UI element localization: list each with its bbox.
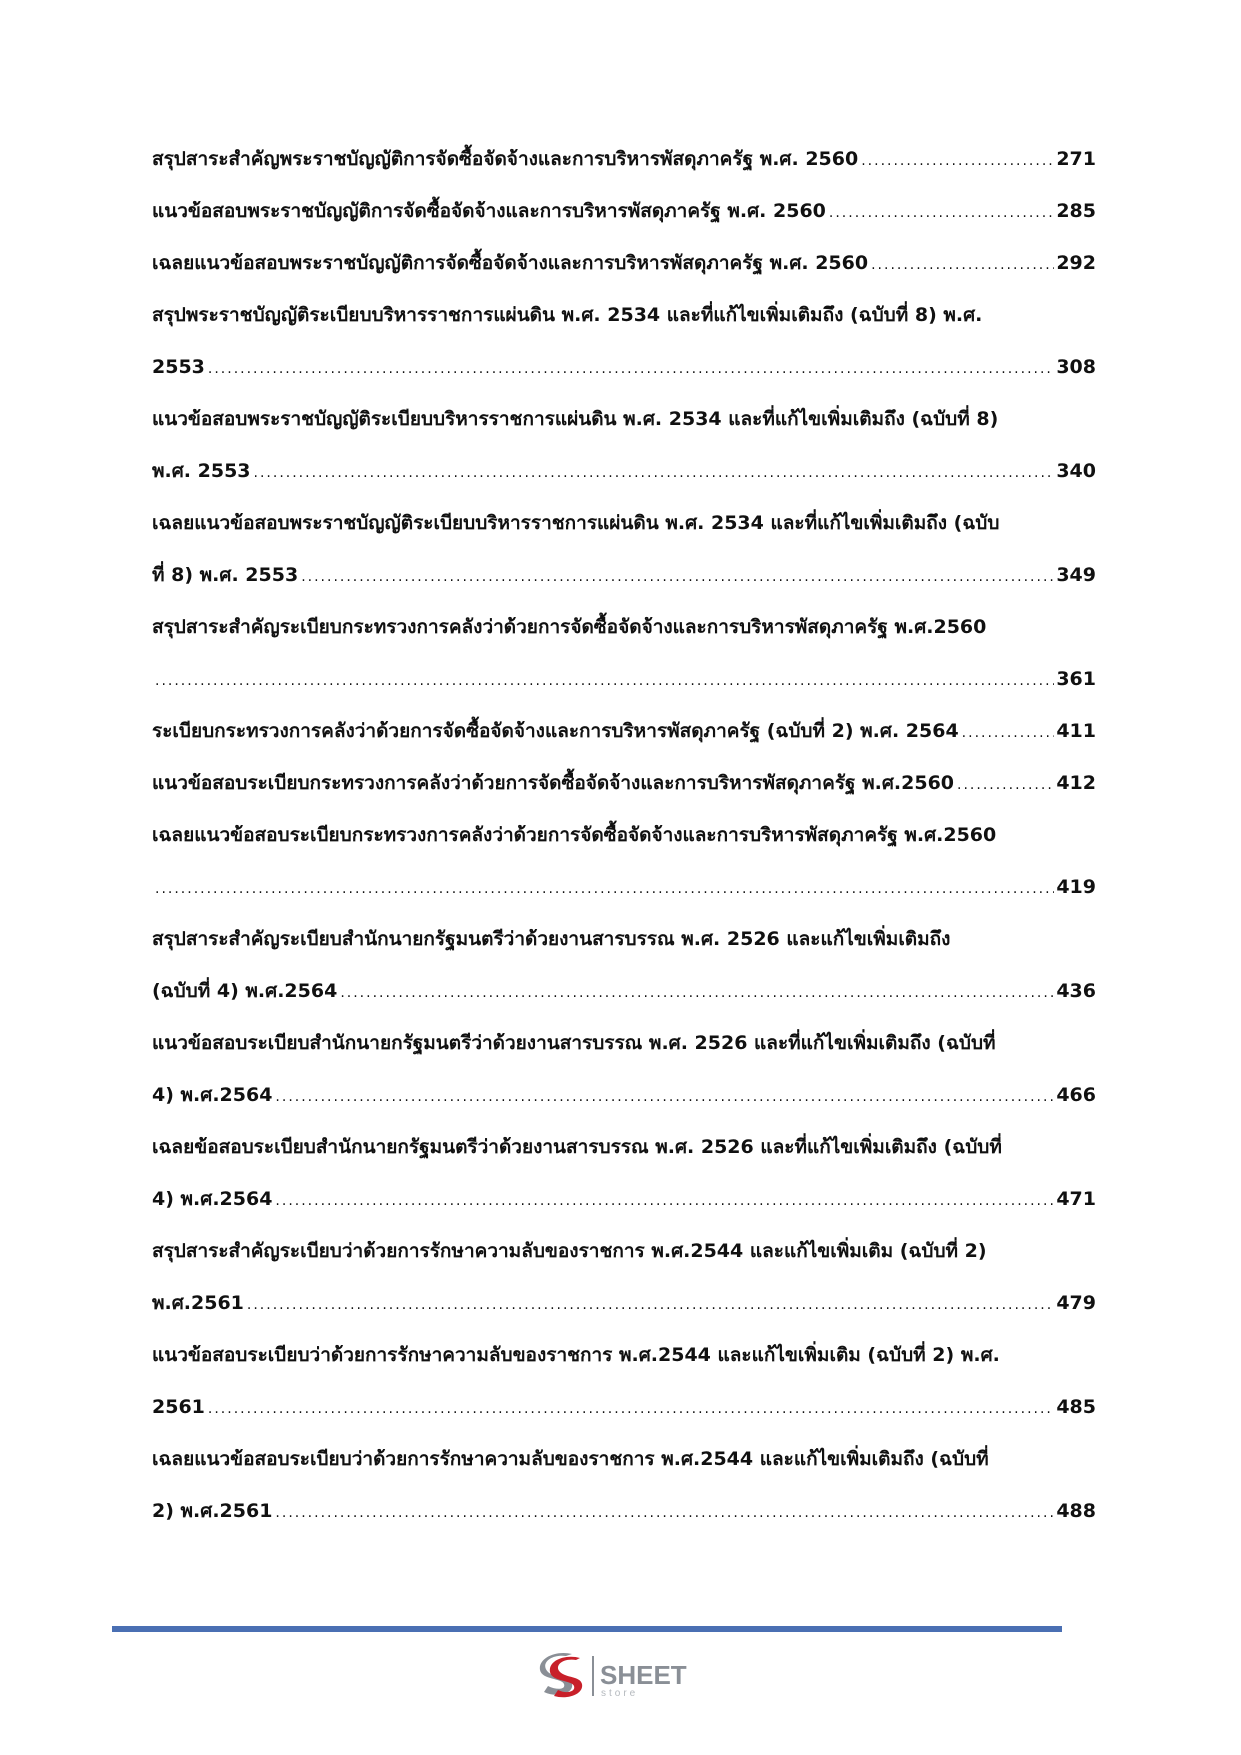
toc-dot-leader (208, 1396, 1054, 1423)
toc-entry-title: แนวข้อสอบระเบียบกระทรวงการคลังว่าด้วยการจัดซื้อจัดจ้างและการบริหารพัสดุภาครัฐ พ.ศ.2560 (152, 772, 955, 794)
toc-entry-line (152, 822, 1096, 849)
toc-entry-line (152, 614, 1096, 641)
toc-entry-title: เฉลยแนวข้อสอบระเบียบว่าด้วยการรักษาความลับของราชการ พ.ศ.2544 และแก้ไขเพิ่มเติมถึง (ฉบับที่ (152, 1448, 989, 1470)
toc-entry-line (152, 1238, 1096, 1265)
toc-page-number: 285 (1056, 200, 1096, 222)
toc-entry-title: เฉลยแนวข้อสอบระเบียบกระทรวงการคลังว่าด้วยการจัดซื้อจัดจ้างและการบริหารพัสดุภาครัฐ พ.ศ.2560 (152, 824, 997, 846)
toc-entry-title: แนวข้อสอบพระราชบัญญัติการจัดซื้อจัดจ้างและการบริหารพัสดุภาครัฐ พ.ศ. 2560 (152, 200, 826, 222)
toc-dot-leader (340, 980, 1054, 1007)
toc-entry-title: แนวข้อสอบพระราชบัญญัติระเบียบบริหารราชการแผ่นดิน พ.ศ. 2534 และที่แก้ไขเพิ่มเติมถึง (ฉบับที่ 8) (152, 408, 999, 430)
toc-entry-line (152, 926, 1096, 953)
toc-entry-line (152, 146, 1096, 173)
toc-entry[interactable] (152, 614, 1096, 693)
toc-entry-line (152, 1498, 1096, 1525)
toc-entry-title: สรุปพระราชบัญญัติระเบียบบริหารราชการแผ่นดิน พ.ศ. 2534 และที่แก้ไขเพิ่มเติมถึง (ฉบับที่ 8) พ.ศ. (152, 304, 983, 326)
toc-dot-leader (155, 668, 1054, 695)
toc-entry[interactable] (152, 822, 1096, 901)
toc-dot-leader (962, 720, 1055, 747)
logo-text: SHEET (600, 1660, 687, 1690)
toc-entry-title: สรุปสาระสำคัญระเบียบสำนักนายกรัฐมนตรีว่าด้วยงานสารบรรณ พ.ศ. 2526 และแก้ไขเพิ่มเติมถึง (152, 928, 951, 950)
toc-entry-title: 2553 (152, 356, 205, 378)
toc-entry-title: สรุปสาระสำคัญพระราชบัญญัติการจัดซื้อจัดจ้างและการบริหารพัสดุภาครัฐ พ.ศ. 2560 (152, 148, 859, 170)
toc-page-number: 411 (1056, 720, 1096, 742)
toc-entry[interactable] (152, 926, 1096, 1005)
toc-entry[interactable] (152, 1030, 1096, 1109)
toc-entry-line (152, 1342, 1096, 1369)
toc-entry-line (152, 458, 1096, 485)
toc-dot-leader (871, 252, 1054, 279)
toc-dot-leader (254, 460, 1055, 487)
table-of-contents (152, 146, 1096, 1525)
toc-entry-title: เฉลยแนวข้อสอบพระราชบัญญัติการจัดซื้อจัดจ้างและการบริหารพัสดุภาครัฐ พ.ศ. 2560 (152, 252, 869, 274)
toc-entry[interactable] (152, 250, 1096, 277)
toc-entry-title: พ.ศ. 2553 (152, 460, 251, 482)
logo-separator (592, 1656, 594, 1696)
toc-entry-title: สรุปสาระสำคัญระเบียบว่าด้วยการรักษาความลับของราชการ พ.ศ.2544 และแก้ไขเพิ่มเติม (ฉบับที่ 2) (152, 1240, 987, 1262)
toc-page-number: 361 (1056, 668, 1096, 690)
toc-entry-title: (ฉบับที่ 4) พ.ศ.2564 (152, 980, 338, 1002)
toc-entry-title: พ.ศ.2561 (152, 1292, 244, 1314)
toc-dot-leader (155, 876, 1054, 903)
toc-entry[interactable] (152, 770, 1096, 797)
toc-page-number: 340 (1056, 460, 1096, 482)
toc-page-number: 349 (1056, 564, 1096, 586)
toc-entry[interactable] (152, 1342, 1096, 1421)
toc-entry-title: 2) พ.ศ.2561 (152, 1500, 273, 1522)
footer-divider (112, 1626, 1062, 1632)
toc-entry[interactable] (152, 406, 1096, 485)
toc-page-number: 488 (1056, 1500, 1096, 1522)
toc-entry[interactable] (152, 510, 1096, 589)
toc-dot-leader (208, 356, 1054, 383)
toc-entry[interactable] (152, 302, 1096, 381)
toc-entry-line (152, 302, 1096, 329)
toc-entry-line (152, 1134, 1096, 1161)
toc-entry-title: 4) พ.ศ.2564 (152, 1188, 273, 1210)
toc-entry-title: 2561 (152, 1396, 205, 1418)
toc-entry-line (152, 718, 1096, 745)
toc-page-number: 471 (1056, 1188, 1096, 1210)
toc-entry-line (152, 1186, 1096, 1213)
toc-entry-line (152, 562, 1096, 589)
toc-entry-line (152, 1082, 1096, 1109)
toc-entry-title: ที่ 8) พ.ศ. 2553 (152, 564, 299, 586)
toc-entry-line (152, 1290, 1096, 1317)
toc-entry[interactable] (152, 1446, 1096, 1525)
toc-page-number: 292 (1056, 252, 1096, 274)
toc-page-number: 466 (1056, 1084, 1096, 1106)
toc-entry-title: แนวข้อสอบระเบียบว่าด้วยการรักษาความลับของราชการ พ.ศ.2544 และแก้ไขเพิ่มเติม (ฉบับที่ 2) พ.ศ. (152, 1344, 1000, 1366)
toc-entry-line (152, 978, 1096, 1005)
toc-dot-leader (861, 148, 1054, 175)
toc-entry[interactable] (152, 1238, 1096, 1317)
toc-dot-leader (301, 564, 1054, 591)
toc-dot-leader (829, 200, 1054, 227)
toc-entry-title: แนวข้อสอบระเบียบสำนักนายกรัฐมนตรีว่าด้วยงานสารบรรณ พ.ศ. 2526 และที่แก้ไขเพิ่มเติมถึง (ฉบับที่ (152, 1032, 996, 1054)
toc-dot-leader (275, 1188, 1054, 1215)
toc-entry-line (152, 354, 1096, 381)
toc-entry-title: ระเบียบกระทรวงการคลังว่าด้วยการจัดซื้อจัดจ้างและการบริหารพัสดุภาครัฐ (ฉบับที่ 2) พ.ศ. 2564 (152, 720, 959, 742)
toc-entry-title: เฉลยข้อสอบระเบียบสำนักนายกรัฐมนตรีว่าด้วยงานสารบรรณ พ.ศ. 2526 และที่แก้ไขเพิ่มเติมถึง (ฉบับที่ (152, 1136, 1002, 1158)
toc-dot-leader (247, 1292, 1054, 1319)
toc-entry-line (152, 1394, 1096, 1421)
toc-entry-title: เฉลยแนวข้อสอบพระราชบัญญัติระเบียบบริหารราชการแผ่นดิน พ.ศ. 2534 และที่แก้ไขเพิ่มเติมถึง (ฉบับ (152, 512, 1000, 534)
toc-entry-line (152, 1030, 1096, 1057)
sheet-store-s-icon (540, 1653, 582, 1697)
toc-dot-leader (957, 772, 1054, 799)
toc-entry[interactable] (152, 198, 1096, 225)
toc-entry-title: 4) พ.ศ.2564 (152, 1084, 273, 1106)
toc-page-number: 479 (1056, 1292, 1096, 1314)
sheet-store-logo (536, 1650, 706, 1702)
toc-entry-line (152, 666, 1096, 693)
toc-entry[interactable] (152, 1134, 1096, 1213)
toc-page-number: 485 (1056, 1396, 1096, 1418)
toc-entry[interactable] (152, 146, 1096, 173)
toc-page-number: 436 (1056, 980, 1096, 1002)
toc-entry-line (152, 406, 1096, 433)
toc-page-number: 271 (1056, 148, 1096, 170)
toc-entry-line (152, 770, 1096, 797)
toc-dot-leader (275, 1500, 1054, 1527)
toc-entry-line (152, 1446, 1096, 1473)
toc-page-number: 308 (1056, 356, 1096, 378)
toc-dot-leader (275, 1084, 1054, 1111)
toc-entry-line (152, 510, 1096, 537)
toc-entry[interactable] (152, 718, 1096, 745)
toc-page-number: 412 (1056, 772, 1096, 794)
logo-subtext: store (601, 1688, 639, 1699)
toc-entry-line (152, 250, 1096, 277)
toc-entry-title: สรุปสาระสำคัญระเบียบกระทรวงการคลังว่าด้วยการจัดซื้อจัดจ้างและการบริหารพัสดุภาครัฐ พ.ศ.2560 (152, 616, 987, 638)
toc-entry-line (152, 198, 1096, 225)
toc-entry-line (152, 874, 1096, 901)
toc-page-number: 419 (1056, 876, 1096, 898)
